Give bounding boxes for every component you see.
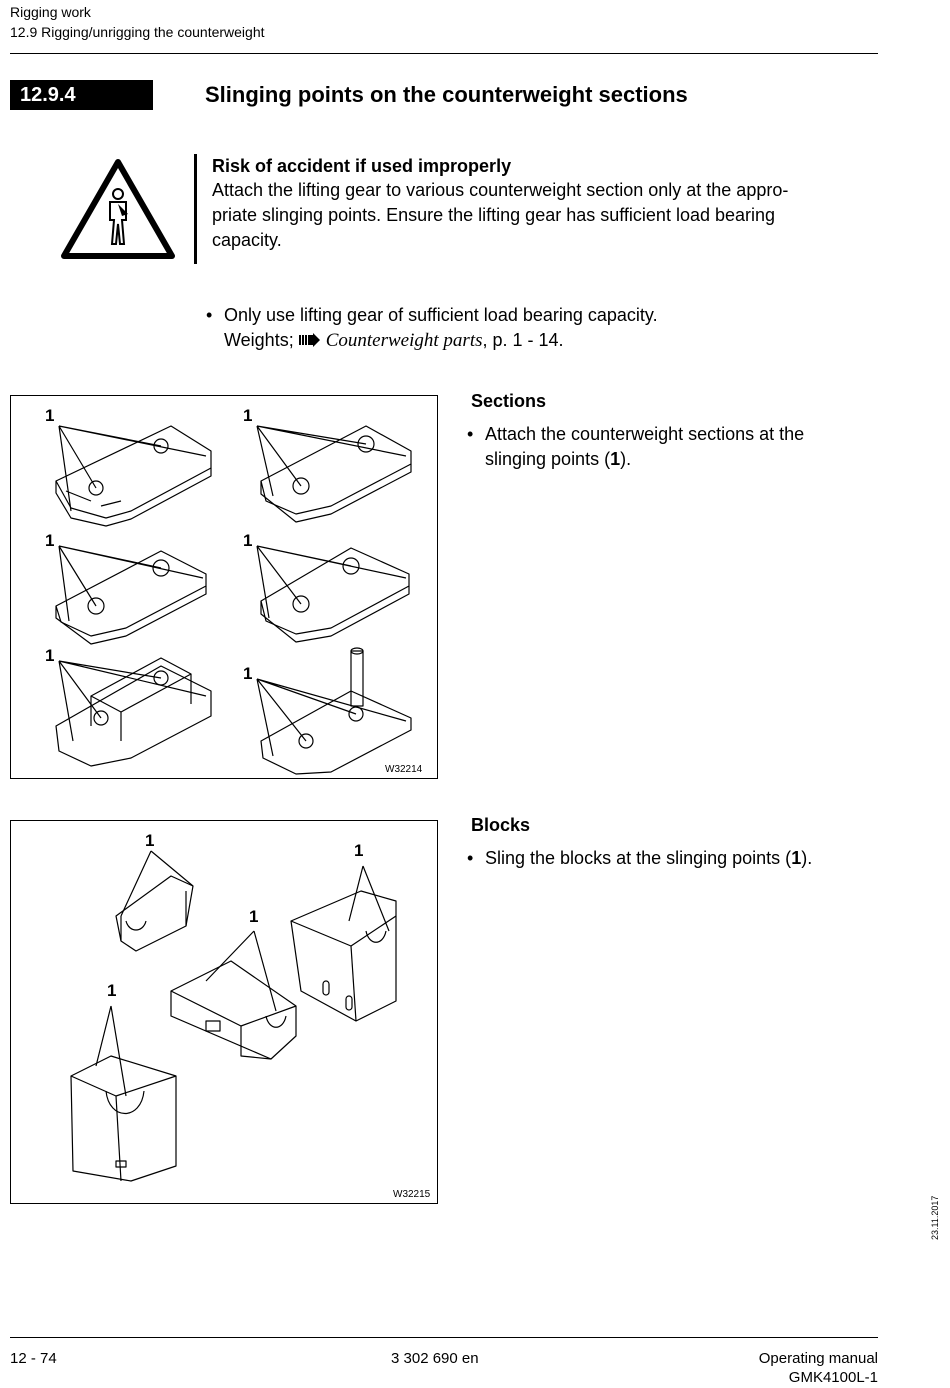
figure-code: W32215 [393,1189,431,1200]
bullet-text-line2 [485,447,631,472]
text-part: slinging points ( [485,449,611,469]
document-number: 3 302 690 en [391,1350,479,1367]
text-part: Sling the blocks at the slinging points ( [485,848,792,868]
intro-bullet [206,303,866,355]
reference-arrow-icon [299,329,321,354]
callout-1: 1 [243,406,253,425]
section-number: 12.9.4 [10,80,153,110]
reference-suffix: , p. 1 - 14. [482,330,564,350]
bullet-dot: • [467,424,474,444]
manual-label: Operating manual [758,1350,878,1367]
section-title: Slinging points on the counterweight sections [205,82,688,107]
warning-bar [194,154,197,264]
figure-code: W32214 [385,764,423,775]
sections-bullet [467,422,867,474]
bullet-dot: • [206,305,213,325]
warning-title: Risk of accident if used improperly [212,156,512,176]
blocks-heading: Blocks [471,815,531,835]
callout-1: 1 [243,664,253,683]
side-date: 23.11.2017 [930,1195,940,1240]
page-number: 12 - 74 [10,1350,57,1367]
warning-text-line: capacity. [212,230,282,250]
header-rule [10,53,878,54]
weights-prefix: Weights; [224,330,294,350]
bullet-text: Attach the counterweight sections at the [485,424,805,444]
header-chapter: Rigging work [10,4,91,20]
header-section: 12.9 Rigging/unrigging the counterweight [10,24,265,40]
text-part: ). [620,449,632,469]
callout-ref: 1 [791,848,802,868]
callout-1: 1 [354,841,364,860]
reference-link[interactable]: Counterweight parts [325,330,483,351]
callout-1: 1 [243,531,253,550]
weights-reference [224,328,564,354]
bullet-text [485,846,812,871]
footer-rule [10,1337,878,1338]
callout-1: 1 [107,981,117,1000]
callout-1: 1 [45,531,55,550]
warning-text-line: Attach the lifting gear to various counterweight section only at the appro- [212,180,789,200]
callout-1: 1 [249,907,259,926]
sections-figure [10,395,438,779]
warning-text [212,178,872,253]
warning-text-line: priate slinging points. Ensure the lifting gear has sufficient load bearing [212,205,776,225]
callout-ref: 1 [610,449,621,469]
warning-triangle-person-icon [60,158,176,260]
callout-1: 1 [45,406,55,425]
sections-heading: Sections [471,391,547,411]
sections-illustration [11,396,437,778]
blocks-illustration [11,821,437,1203]
blocks-bullet [467,846,887,872]
blocks-figure [10,820,438,1204]
text-part: ). [801,848,813,868]
bullet-text: Only use lifting gear of sufficient load bearing capacity. [224,305,658,325]
callout-1: 1 [45,646,55,665]
callout-1: 1 [145,831,155,850]
model-label: GMK4100L-1 [788,1369,878,1386]
bullet-dot: • [467,848,474,868]
